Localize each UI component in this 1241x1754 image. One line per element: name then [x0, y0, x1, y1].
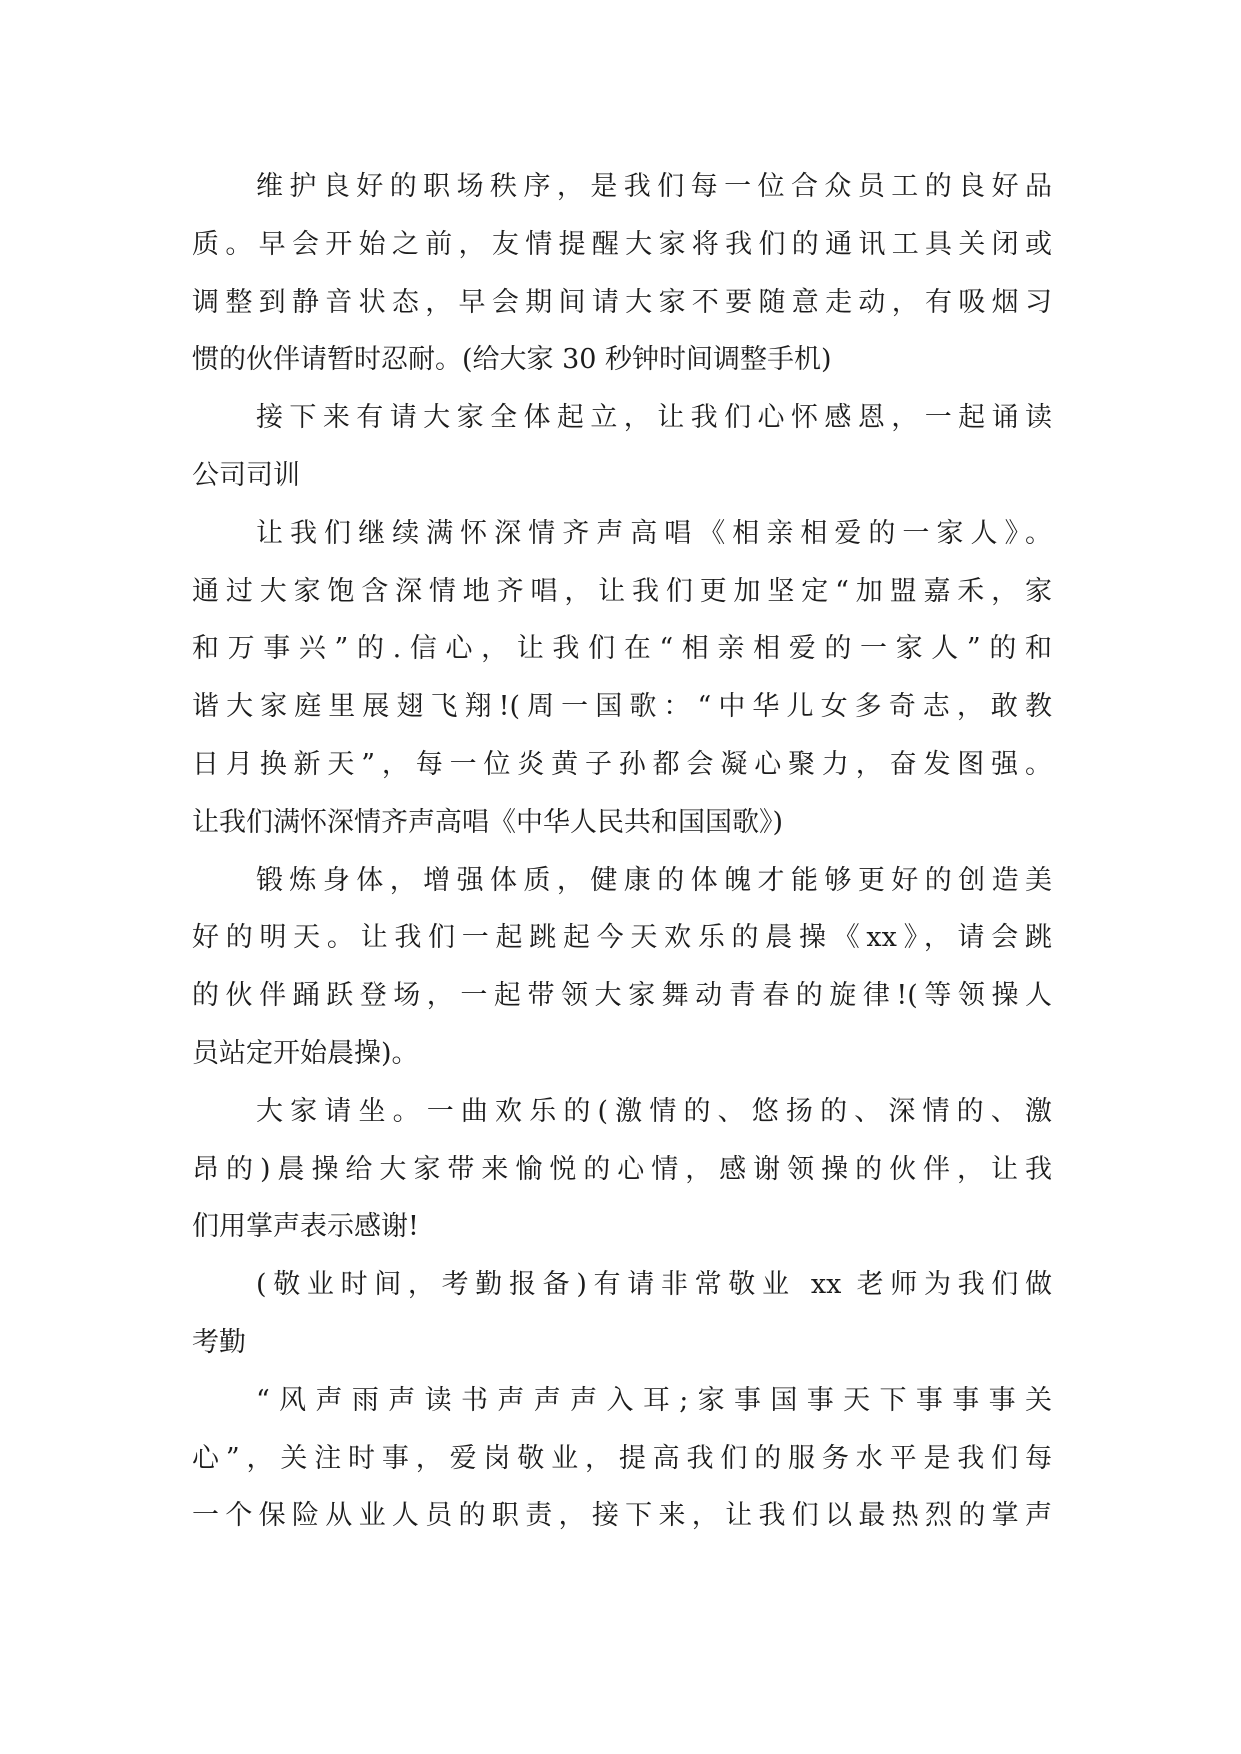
text-line: 的伙伴踊跃登场，一起带领大家舞动青春的旋律!(等领操人 — [192, 980, 1052, 1012]
text-line: 惯的伙伴请暂时忍耐。(给大家 30 秒钟时间调整手机) — [192, 344, 832, 376]
document-body — [192, 158, 1052, 1545]
text-line: 谐大家庭里展翅飞翔!(周一国歌：“中华儿女多奇志，敢教 — [192, 691, 1052, 723]
text-line: 好的明天。让我们一起跳起今天欢乐的晨操《xx》，请会跳 — [192, 922, 1052, 954]
text-line: 让我们继续满怀深情齐声高唱《相亲相爱的一家人》。 — [256, 517, 1052, 549]
text-line: 员站定开始晨操)。 — [192, 1037, 419, 1069]
text-line: 考勤 — [192, 1326, 246, 1358]
paragraph-morning-exercise — [192, 852, 1052, 1083]
text-line: 日月换新天”，每一位炎黄子孙都会凝心聚力，奋发图强。 — [192, 748, 1052, 780]
paragraph-attendance — [192, 1256, 1052, 1372]
text-line: 们用掌声表示感谢! — [192, 1211, 419, 1243]
paragraph-song — [192, 505, 1052, 852]
text-line: 昂的)晨操给大家带来愉悦的心情，感谢领操的伙伴，让我 — [192, 1153, 1052, 1185]
text-line: 锻炼身体，增强体质，健康的体魄才能够更好的创造美 — [256, 864, 1052, 896]
text-line: 维护良好的职场秩序，是我们每一位合众员工的良好品 — [256, 171, 1052, 202]
text-line: 让我们满怀深情齐声高唱《中华人民共和国国歌》) — [192, 806, 784, 838]
text-line: 公司司训 — [192, 459, 300, 491]
paragraph-order-reminder — [192, 158, 1052, 389]
text-line: 心”，关注时事，爱岗敬业，提高我们的服务水平是我们每 — [192, 1442, 1052, 1474]
text-line: 调整到静音状态，早会期间请大家不要随意走动，有吸烟习 — [192, 286, 1052, 318]
paragraph-thanks — [192, 1083, 1052, 1256]
text-line: 接下来有请大家全体起立，让我们心怀感恩，一起诵读 — [256, 402, 1052, 434]
text-line: 通过大家饱含深情地齐唱，让我们更加坚定“加盟嘉禾，家 — [192, 575, 1052, 607]
paragraph-current-affairs — [192, 1372, 1052, 1545]
text-line: 一个保险从业人员的职责，接下来，让我们以最热烈的掌声 — [192, 1500, 1052, 1532]
paragraph-company-motto — [192, 389, 1052, 505]
text-line: 和万事兴”的.信心，让我们在“相亲相爱的一家人”的和 — [192, 633, 1052, 665]
text-line: “风声雨声读书声声声入耳;家事国事天下事事事关 — [256, 1384, 1052, 1416]
text-line: 大家请坐。一曲欢乐的(激情的、悠扬的、深情的、激 — [256, 1095, 1052, 1127]
text-line: 质。早会开始之前，友情提醒大家将我们的通讯工具关闭或 — [192, 228, 1052, 260]
text-line: (敬业时间，考勤报备)有请非常敬业 xx 老师为我们做 — [256, 1269, 1052, 1301]
